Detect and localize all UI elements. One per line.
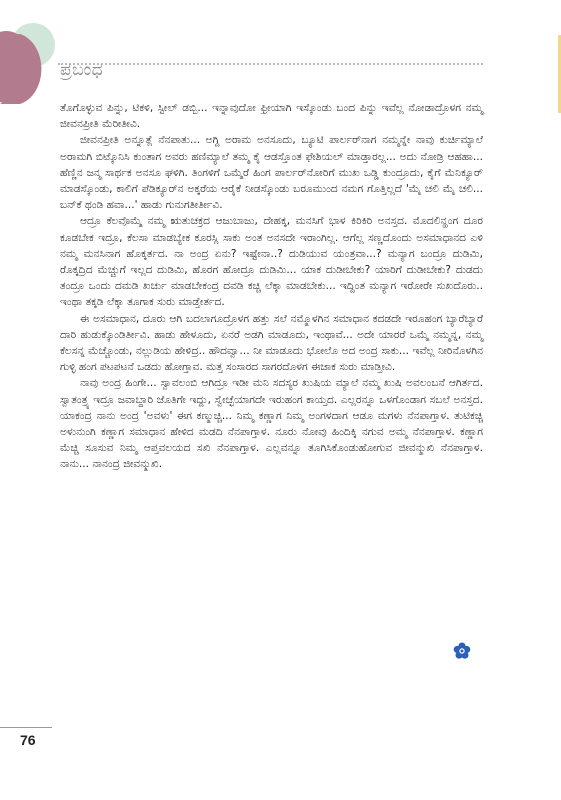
corner-decoration [0, 0, 70, 110]
paragraph-4: ಈ ಅಸಮಾಧಾನ, ದೂರು ಆಗಿ ಬದಲಾಗೂದ್ರೊಳಗ ಹತ್ತು ಸಲೆ ನಮ್ಮೊಳಗಿನ ಸಮಾಧಾನ ಕದಡದೇ ಇರೂಹಂಗ ಬ್ಯಾರೆಬ್ಯಾರೆ ದಾರಿ ಹುಡುಕ್ಕೊಂಡಿರ್ತೀವಿ. ಹಾಡು ಹೇಳೂದು, ಏನರೆ ಅಡಗಿ ಮಾಡೂದು, ಇಂಥಾವೆ... ಅದೇ ಯಾರರೆ ಒಮ್ಮೆ ನಮ್ಮನ್ನ, ನಮ್ಮ ಕೆಲಸನ್ನ ಮೆಚ್ಚೊಂಡು, ನಲ್ಲುಡಿಯ ಹೇಳಿದ್ರ.. ಹೌದವ್ವಾ... ನೀ ಮಾಡೂದು ಭೋಲೊ ಅದ ಅಂದ್ರ ಸಾಕು... ಇವೆಲ್ಲ ನೀರಿನೊಳಗಿನ ಗುಳ್ಳಿ ಹಂಗ ಪಟಪಟನೆ ಒಡದು ಹೋಗ್ತಾವ. ಮತ್ತ ಸಂಸಾರದ ಸಾಗರದೊಳಗ ಈಜಾಕ ಸುರು ಮಾಡ್ತೀವಿ. [60, 312, 483, 374]
section-title: ಪ್ರಬಂಧ [60, 60, 104, 80]
paragraph-2: ಜೀವನಪ್ರೀತಿ ಅನ್ನೂತ್ಲೆ ನೆನಪಾತು... ಅಗ್ದಿ ಅರಾಮ ಅನಸೂದು, ಬ್ಯೂಟಿ ಪಾರ್ಲರ್‌ನಾಗ ನಮ್ಮನ್ನೇ ನಾವು ಕುರ್ಚಿಮ್ಯಾಲೆ ಅರಾಮಗಿ ಬಿಟ್ಕೊನಿಸಿ ಕುಂತಾಗ ಅವರು ಹಣಿಮ್ಯಾಲೆ ತಮ್ಮ ಕೈ ಆಡಸ್ತೊಂತ ಫೇಶಿಯಲ್ ಮಾಡ್ತಾರಲ್ಲ... ಅದು ನೋಡ್ರಿ ಆಹಹಾ... ಹೆಣ್ಣಿನ ಜನ್ಮ ಸಾರ್ಥಕ ಅನಸೂ ಘಳಿಗಿ. ತಿಂಗಳಿಗೆ ಒಮ್ಮೆರೆ ಹಿಂಗ ಪಾರ್ಲರ್‌ನೋರಿಗೆ ಮುಖ ಒಡ್ಡಿ ಕುಂದ್ರೂದು, ಕೈಗೆ ಮೆನಿಕ್ಯೂರ್ ಮಾಡಸ್ಕೊಂಡು, ಕಾಲಿಗೆ ಪೆಡಿಕ್ಯೂರ್‌ನ ಅಕ್ಕರೆಯ ಆರೈಕೆ ನೀಡಸ್ಕೊಂಡು ಬರೂಮುಂದ ನಮಗ ಗೊತ್ತಿಲ್ಲದೆ 'ಮೈ ಚಲಿ ಮೈ ಚಲಿ... ಬನ್‌ಕೆ ಥಂಡಿ ಹವಾ...' ಹಾಡು ಗುನುಗತೀರ್ತೀವಿ. [60, 134, 483, 212]
paragraph-5: ನಾವು ಅಂದ್ರ ಹಿಂಗೇ... ಸ್ವಾವಲಂಬಿ ಆಗಿದ್ರೂ ಇಡೀ ಮನಿ ಸದಸ್ಯರ ಖುಷಿಯ ಮ್ಯಾಲೆ ನಮ್ಮ ಖುಷಿ ಅವಲಂಬನೆ ಆಗಿರ್ತದ. ಸ್ವಾತಂತ್ರ್ಯ ಇದ್ರೂ ಜವಾಬ್ದಾರಿ ಜೊತಿಗೇ ಇದ್ದು, ಸ್ವೇಚ್ಛೆಯಾಗದೇ ಇರುಹಂಗ ಕಾಯ್ತದ. ಎಲ್ಲರನ್ನೂ ಒಳಗೊಂಡಾಗ ಸಬಲೆ ಅನಸ್ತದ. ಯಾಕಂದ್ರ ನಾನು ಅಂದ್ರ 'ಅವಳು' ಈಗ ಕಣ್ಮುಚ್ಚಿ... ನಿಮ್ಮ ಕಣ್ಣಾಗ ನಿಮ್ಮ ಅಂಗಳದಾಗ ಆಡೂ ಮಗಳು ನೆನಪಾಗ್ತಾಳ. ತುಟಿಕಚ್ಚಿ ಅಳುನುಂಗಿ ಕಣ್ಣಾಗ ಸಮಾಧಾನ ಹೇಳಿದ ಮಡದಿ ನೆನಪಾಗ್ತಾಳ. ನೂರು ನೋವು ಹಿಂದಿಕ್ಕಿ ನಗುವ ಅಮ್ಮ ನೆನಪಾಗ್ತಾಳ. ಕಣ್ಣಾಗ ಮೆಚ್ಚಿ ಸೂಸುವ ನಿಮ್ಮ ಆಪ್ತವಲಯದ ಸಖಿ ನೆನಪಾಗ್ತಾಳ. ಎಲ್ಲವನ್ನೂ ತೂಗಿಸಿಕೊಂಡುಹೋಗುವ ಜೀವನ್ಮುಖಿ ನೆನಪಾಗ್ತಾಳ. ನಾನು... ನಾನಂದ್ರ ಜೀವನ್ಮುಖಿ. [60, 377, 483, 471]
flower-icon [453, 642, 471, 660]
article-body [60, 100, 483, 473]
header-dotted-rule [58, 63, 483, 65]
paragraph-1: ತೊಗೊಳ್ಳುವ ಪಿನ್ನು, ಟಿಕಳಿ, ಸ್ಟೀಲ್ ಡಬ್ಬಿ... ಇನ್ನಾವುದೋ ಫ್ರೀಯಾಗಿ ಇಸ್ಕೊಂಡು ಬಂದ ಪಿನ್ನು ಇವೆಲ್ಲ ನೋಡಾದ್ರೊಳಗ ನಮ್ಮ ಜೀವನಪ್ರೀತಿ ಮೆರೀತೀವಿ. [60, 102, 483, 131]
paragraph-3: ಆದ್ರೂ ಕೆಲವೊಮ್ಮೆ ನಮ್ಮ ಋತುಚಕ್ರದ ಆಜುಬಾಜು, ದೇಹಕ್ಕ, ಮನಸಿಗೆ ಭಾಳ ಕಿರಿಕಿರಿ ಅನಸ್ತದ. ಮೊದಲಿನ್ಹಂಗ ದೂರ ಕೂಡಬೇಕ ಇದ್ರೂ, ಕೆಲಸಾ ಮಾಡಬ್ಯೇಕ ಕೂರಸ್ಲಿ ಸಾಕು ಅಂತ ಅನಸದೇ ಇರಾಂಗಿಲ್ಲ. ಆಗೆಲ್ಲ ಸಣ್ಣದೊಂದು ಅಸಮಾಧಾನದ ಎಳಿ ನಮ್ಮ ಮನಸಿನಾಗ ಹೊಕ್ಕರ್ತದ. ನಾ ಅಂದ್ರ ಏನು? ಇಷ್ಟೇನಾ..? ದುಡಿಯುವ ಯಂತ್ರವಾ...? ಮನ್ಯಾಗ ಬಂದ್ರೂ ದುಡಿಮಿ, ರೊಕ್ಕದ್ರಿದ ಮೆಚ್ಚುಗೆ ಇಲ್ಲದ ದುಡಿಮಿ, ಹೊರಗ ಹೋದ್ರೂ ದುಡಿಮಿ... ಯಾಕ ದುಡೀಬೇಕು? ಯಾರಿಗೆ ದುಡೀಬೇಕು? ದುಡದು ತಂದ್ರೂ ಒಂದು ದಮಡಿ ಖರ್ಚು ಮಾಡಬೇಕಂದ್ರ ದವಡಿ ಕಚ್ಚಿ ಲೆಕ್ಕಾ ಮಾಡಬೇಕು... ಇದ್ದಿಂತ ಮನ್ಯಾಗ ಇರೋರೇ ಸುಖದೊರು.. ಇಂಥಾ ತಕ್ಕಡಿ ಲೆಕ್ಕಾ ತೂಗಾಕ ಸುರು ಮಾಡ್ತೇರ್ತದ. [60, 215, 483, 309]
page-number: 76 [20, 732, 36, 748]
footer-rule [0, 727, 52, 728]
